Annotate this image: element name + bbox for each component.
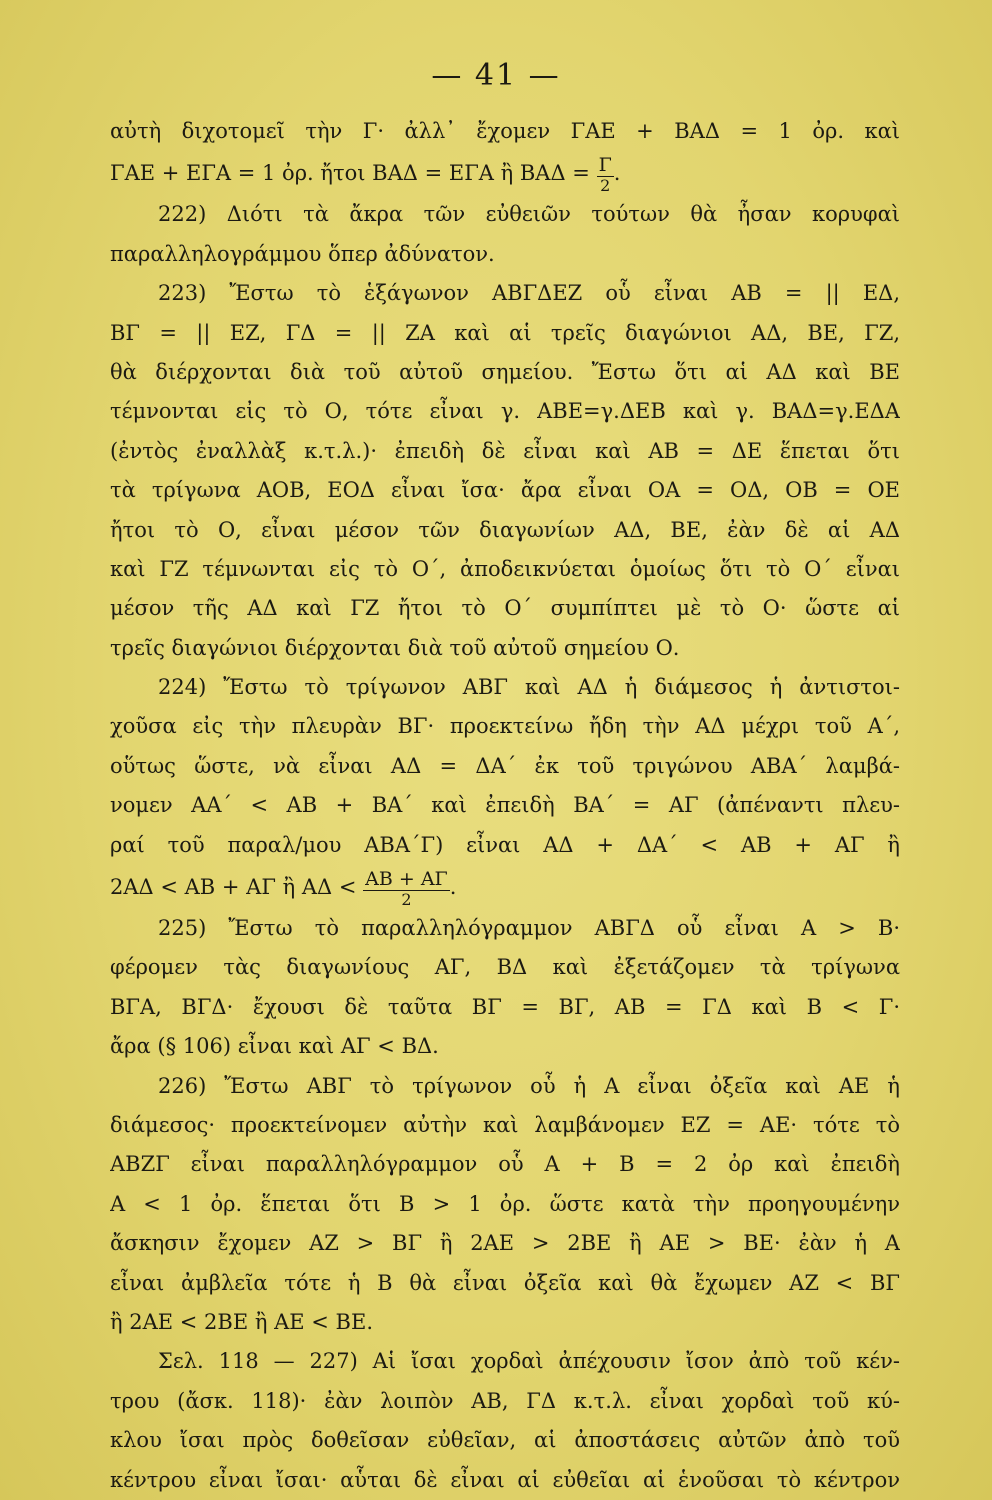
fraction-denominator: 2: [363, 890, 450, 908]
text-line: ἤτοι τὸ Ο, εἶναι μέσον τῶν διαγωνίων ΑΔ, ΒΕ, ἐὰν δὲ αἱ ΑΔ: [110, 517, 900, 542]
text-line: Σελ. 118 — 227) Αἱ ἴσαι χορδαὶ ἀπέχουσιν ἴσον ἀπὸ τοῦ κέν-: [158, 1349, 900, 1374]
fraction-denominator: 2: [597, 176, 614, 194]
text-line: 223) Ἔστω τὸ ἑξάγωνον ΑΒΓΔΕΖ οὗ εἶναι ΑΒ = || ΕΔ,: [158, 281, 900, 306]
fraction-numerator: Γ: [598, 153, 612, 176]
text-line: αὐτὴ διχοτομεῖ τὴν Γ· ἀλλ᾽ ἔχομεν ΓΑΕ + ΒΑΔ = 1 ὀρ. καὶ: [110, 119, 900, 143]
text-line: 224) Ἔστω τὸ τρίγωνον ΑΒΓ καὶ ΑΔ ἡ διάμεσος ἡ ἀντιστοι-: [158, 675, 900, 700]
text-line: κλου ἴσαι πρὸς δοθεῖσαν εὐθεῖαν, αἱ ἀποστάσεις αὐτῶν ἀπὸ τοῦ: [110, 1428, 900, 1453]
line-text: 2ΑΔ < ΑΒ + ΑΓ ἢ ΑΔ <: [110, 875, 357, 900]
page-number: — 41 —: [431, 58, 561, 93]
text-line: τέμνονται εἰς τὸ Ο, τότε εἶναι γ. ΑΒΕ=γ.ΔΕΒ καὶ γ. ΒΑΔ=γ.ΕΔΑ: [110, 399, 900, 424]
line-end: .: [449, 875, 457, 900]
text-line: ἢ 2ΑΕ < 2ΒΕ ἢ ΑΕ < ΒΕ.: [110, 1309, 373, 1334]
page-body: [110, 112, 900, 1500]
text-line: τρεῖς διαγώνιοι διέρχονται διὰ τοῦ αὐτοῦ σημείου Ο.: [110, 635, 680, 660]
text-line: καὶ ΓΖ τέμνωνται εἰς τὸ Ο΄, ἀποδεικνύεται ὁμοίως ὅτι τὸ Ο΄ εἶναι: [110, 556, 900, 581]
text-line: εἶναι ἀμβλεῖα τότε ἡ Β θὰ εἶναι ὀξεῖα καὶ θὰ ἔχωμεν ΑΖ < ΒΓ: [110, 1270, 900, 1295]
text-line: διάμεσος· προεκτείνομεν αὐτὴν καὶ λαμβάνομεν ΕΖ = ΑΕ· τότε τὸ: [110, 1112, 900, 1137]
text-line: τὰ τρίγωνα ΑΟΒ, ΕΟΔ εἶναι ἴσα· ἄρα εἶναι ΟΑ = ΟΔ, ΟΒ = ΟΕ: [110, 478, 900, 503]
text-line-with-fraction: [110, 865, 900, 909]
text-line: ΒΓ = || ΕΖ, ΓΔ = || ΖΑ καὶ αἱ τρεῖς διαγώνιοι ΑΔ, ΒΕ, ΓΖ,: [110, 320, 900, 345]
fraction: [597, 153, 614, 195]
text-line: 222) Διότι τὰ ἄκρα τῶν εὐθειῶν τούτων θὰ ἦσαν κορυφαὶ: [158, 202, 900, 227]
text-line: ΒΓΑ, ΒΓΔ· ἔχουσι δὲ ταῦτα ΒΓ = ΒΓ, ΑΒ = ΓΔ καὶ Β < Γ·: [110, 994, 900, 1019]
text-line-with-fraction: [110, 151, 900, 195]
text-line: ΑΒΖΓ εἶναι παραλληλόγραμμον οὗ Α + Β = 2 ὀρ καὶ ἐπειδὴ: [110, 1152, 900, 1177]
text-line: Α < 1 ὀρ. ἕπεται ὅτι Β > 1 ὀρ. ὥστε κατὰ τὴν προηγουμένην: [110, 1191, 900, 1216]
text-line: οὕτως ὥστε, νὰ εἶναι ΑΔ = ΔΑ΄ ἐκ τοῦ τριγώνου ΑΒΑ΄ λαμβά-: [110, 753, 900, 778]
line-text: ΓΑΕ + ΕΓΑ = 1 ὀρ. ἤτοι ΒΑΔ = ΕΓΑ ἢ ΒΑΔ =: [110, 161, 590, 186]
text-line: (ἐντὸς ἐναλλὰξ κ.τ.λ.)· ἐπειδὴ δὲ εἶναι καὶ ΑΒ = ΔΕ ἕπεται ὅτι: [110, 438, 900, 463]
text-line: νομεν ΑΑ΄ < ΑΒ + ΒΑ΄ καὶ ἐπειδὴ ΒΑ΄ = ΑΓ (ἀπέναντι πλευ-: [110, 793, 900, 818]
text-line: παραλληλογράμμου ὅπερ ἀδύνατον.: [110, 241, 495, 266]
text-line: κέντρου εἶναι ἴσαι· αὗται δὲ εἶναι αἱ εὐθεῖαι αἱ ἑνοῦσαι τὸ κέντρον: [110, 1467, 900, 1492]
text-line: θὰ διέρχονται διὰ τοῦ αὐτοῦ σημείου. Ἔστω ὅτι αἱ ΑΔ καὶ ΒΕ: [110, 359, 900, 384]
text-line: 225) Ἔστω τὸ παραλληλόγραμμον ΑΒΓΔ οὗ εἶναι Α > Β·: [158, 916, 900, 941]
text-line: ραί τοῦ παραλ/μου ΑΒΑ΄Γ) εἶναι ΑΔ + ΔΑ΄ < ΑΒ + ΑΓ ἢ: [110, 832, 900, 857]
text-line: τρου (ἄσκ. 118)· ἐὰν λοιπὸν ΑΒ, ΓΔ κ.τ.λ. εἶναι χορδαὶ τοῦ κύ-: [110, 1388, 900, 1413]
text-line: ἄσκησιν ἔχομεν ΑΖ > ΒΓ ἢ 2ΑΕ > 2ΒΕ ἢ ΑΕ > ΒΕ· ἐὰν ἡ Α: [110, 1231, 900, 1256]
fraction-numerator: ΑΒ + ΑΓ: [365, 867, 448, 890]
text-line: ἄρα (§ 106) εἶναι καὶ ΑΓ < ΒΔ.: [110, 1034, 439, 1059]
text-line: 226) Ἔστω ΑΒΓ τὸ τρίγωνον οὗ ἡ Α εἶναι ὀξεῖα καὶ ΑΕ ἡ: [158, 1073, 900, 1098]
text-line: φέρομεν τὰς διαγωνίους ΑΓ, ΒΔ καὶ ἐξετάζομεν τὰ τρίγωνα: [110, 955, 900, 980]
text-line: χοῦσα εἰς τὴν πλευρὰν ΒΓ· προεκτείνω ἤδη τὴν ΑΔ μέχρι τοῦ Α΄,: [110, 714, 900, 739]
text-line: μέσον τῆς ΑΔ καὶ ΓΖ ἤτοι τὸ Ο΄ συμπίπτει μὲ τὸ Ο· ὥστε αἱ: [110, 596, 900, 621]
line-end: .: [613, 161, 621, 186]
fraction: [363, 867, 450, 909]
